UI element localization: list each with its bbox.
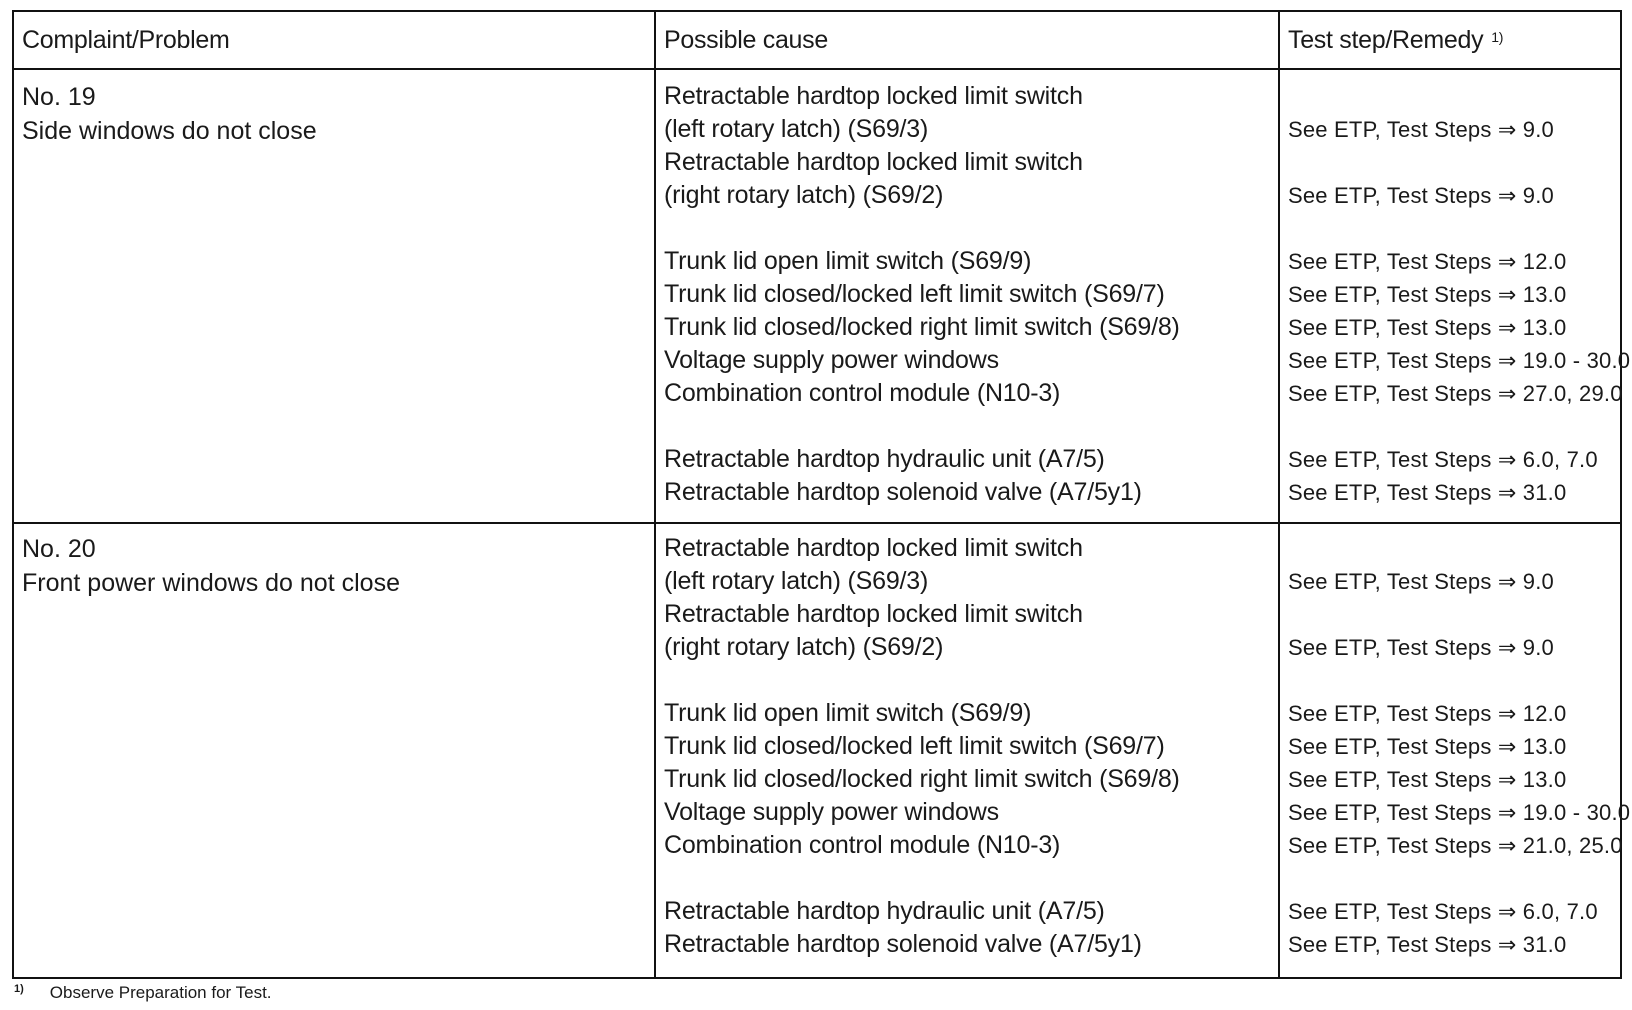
problem-description: Front power windows do not close	[22, 569, 400, 597]
problem-number: No. 19	[22, 83, 96, 111]
footnote	[14, 983, 272, 1003]
cause-line	[664, 410, 1180, 443]
header-cause: Possible cause	[664, 26, 828, 54]
header-complaint: Complaint/Problem	[22, 26, 230, 54]
remedy-line	[1288, 598, 1630, 631]
remedy-line	[1288, 664, 1630, 697]
remedy-line: See ETP, Test Steps ⇒ 9.0	[1288, 183, 1554, 208]
remedy-line: See ETP, Test Steps ⇒ 6.0, 7.0	[1288, 447, 1598, 472]
cause-line: (left rotary latch) (S69/3)	[664, 567, 929, 595]
diagnosis-table	[12, 10, 1631, 979]
remedy-line: See ETP, Test Steps ⇒ 19.0 - 30.0	[1288, 348, 1631, 373]
cause-line: Trunk lid closed/locked right limit switch (S69/8)	[664, 313, 1180, 341]
remedy-list-20	[1288, 532, 1630, 961]
cause-line: Retractable hardtop hydraulic unit (A7/5)	[664, 445, 1105, 473]
cause-line: Trunk lid closed/locked left limit switch (S69/7)	[664, 280, 1165, 308]
remedy-line: See ETP, Test Steps ⇒ 13.0	[1288, 315, 1567, 340]
section-divider	[14, 522, 1620, 524]
header-remedy-footnote-mark: 1)	[1491, 29, 1504, 45]
cause-line: Trunk lid open limit switch (S69/9)	[664, 699, 1032, 727]
remedy-line: See ETP, Test Steps ⇒ 21.0, 25.0	[1288, 833, 1623, 858]
cause-line	[664, 664, 1180, 697]
remedy-line	[1288, 862, 1630, 895]
cause-line: Retractable hardtop solenoid valve (A7/5y1)	[664, 930, 1142, 958]
cause-line: Retractable hardtop locked limit switch	[664, 600, 1083, 628]
remedy-line: See ETP, Test Steps ⇒ 31.0	[1288, 932, 1567, 957]
cause-line	[664, 212, 1180, 245]
problem-cell-19	[22, 80, 317, 148]
remedy-line: See ETP, Test Steps ⇒ 13.0	[1288, 767, 1567, 792]
cause-line: Retractable hardtop locked limit switch	[664, 82, 1083, 110]
remedy-list-19	[1288, 80, 1630, 509]
cause-line: (left rotary latch) (S69/3)	[664, 115, 929, 143]
remedy-line: See ETP, Test Steps ⇒ 12.0	[1288, 701, 1567, 726]
problem-description: Side windows do not close	[22, 117, 317, 145]
cause-line: Combination control module (N10-3)	[664, 379, 1061, 407]
cause-line: Retractable hardtop hydraulic unit (A7/5)	[664, 897, 1105, 925]
cause-line: Trunk lid open limit switch (S69/9)	[664, 247, 1032, 275]
remedy-line: See ETP, Test Steps ⇒ 9.0	[1288, 569, 1554, 594]
cause-list-19	[664, 80, 1180, 509]
cause-line: Retractable hardtop solenoid valve (A7/5y1)	[664, 478, 1142, 506]
header-divider	[14, 68, 1620, 70]
problem-number: No. 20	[22, 535, 96, 563]
remedy-line	[1288, 410, 1630, 443]
column-divider-cause	[654, 12, 656, 977]
cause-line	[664, 862, 1180, 895]
remedy-line: See ETP, Test Steps ⇒ 19.0 - 30.0	[1288, 800, 1631, 825]
cause-line: Voltage supply power windows	[664, 346, 999, 374]
cause-line: Retractable hardtop locked limit switch	[664, 534, 1083, 562]
remedy-line: See ETP, Test Steps ⇒ 31.0	[1288, 480, 1567, 505]
cause-line: Combination control module (N10-3)	[664, 831, 1061, 859]
cause-line: Trunk lid closed/locked right limit switch (S69/8)	[664, 765, 1180, 793]
footnote-text: Observe Preparation for Test.	[49, 983, 272, 1002]
problem-cell-20	[22, 532, 400, 600]
remedy-line: See ETP, Test Steps ⇒ 9.0	[1288, 635, 1554, 660]
remedy-line	[1288, 146, 1630, 179]
remedy-line: See ETP, Test Steps ⇒ 13.0	[1288, 282, 1567, 307]
remedy-line	[1288, 532, 1630, 565]
remedy-line: See ETP, Test Steps ⇒ 27.0, 29.0	[1288, 381, 1623, 406]
cause-line: (right rotary latch) (S69/2)	[664, 181, 944, 209]
cause-list-20	[664, 532, 1180, 961]
remedy-line: See ETP, Test Steps ⇒ 12.0	[1288, 249, 1567, 274]
cause-line: Trunk lid closed/locked left limit switch (S69/7)	[664, 732, 1165, 760]
header-remedy: Test step/Remedy $^{1)}$	[1288, 26, 1504, 54]
footnote-mark: 1)	[14, 983, 24, 995]
remedy-line: See ETP, Test Steps ⇒ 9.0	[1288, 117, 1554, 142]
remedy-line: See ETP, Test Steps ⇒ 13.0	[1288, 734, 1567, 759]
remedy-line: See ETP, Test Steps ⇒ 6.0, 7.0	[1288, 899, 1598, 924]
remedy-line	[1288, 212, 1630, 245]
cause-line: Retractable hardtop locked limit switch	[664, 148, 1083, 176]
column-divider-remedy	[1278, 12, 1280, 977]
cause-line: Voltage supply power windows	[664, 798, 999, 826]
remedy-line	[1288, 80, 1630, 113]
cause-line: (right rotary latch) (S69/2)	[664, 633, 944, 661]
